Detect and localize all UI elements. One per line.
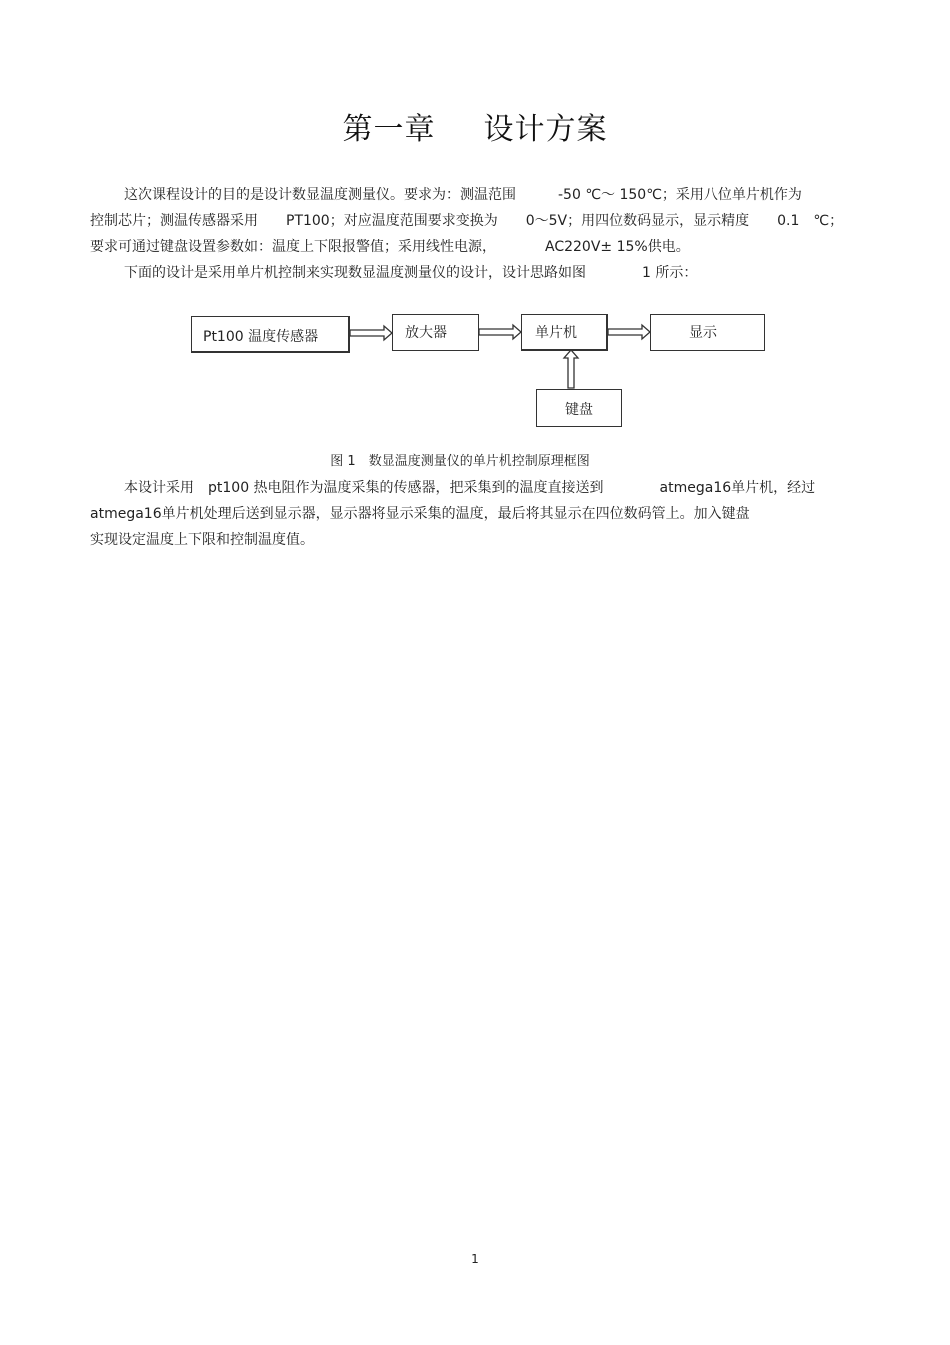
sensor-box [191, 316, 350, 353]
sensor-label: Pt100 温度传感器 [203, 329, 319, 345]
arrow-sensor-to-amplifier [350, 326, 392, 340]
intro-line-3: 要求可通过键盘设置参数如：温度上下限报警值；采用线性电源， AC220V± 15%供电。 [90, 239, 690, 255]
body-line-2: atmega16单片机处理后送到显示器，显示器将显示采集的温度，最后将其显示在四位数码管上。加入键盘 [90, 506, 750, 522]
intro-line-2: 控制芯片；测温传感器采用 PT100；对应温度范围要求变换为 0～5V；用四位数码显示，显示精度 0.1 ℃； [90, 213, 844, 229]
display-label: 显示 [689, 325, 717, 341]
arrow-mcu-to-display [608, 325, 650, 339]
keyboard-box [536, 389, 622, 427]
intro-paragraph [90, 182, 862, 286]
amplifier-label: 放大器 [405, 325, 447, 341]
body-line-1: 本设计采用 pt100 热电阻作为温度采集的传感器，把采集到的温度直接送到 atmega16单片机，经过 [124, 480, 816, 496]
page-number: 1 [471, 1252, 479, 1266]
mcu-label: 单片机 [535, 325, 577, 341]
keyboard-label: 键盘 [565, 402, 593, 418]
body-paragraph [90, 475, 862, 553]
chapter-name: 设计方案 [483, 112, 608, 147]
chapter-number: 第一章 [342, 112, 436, 147]
body-line-3: 实现设定温度上下限和控制温度值。 [90, 532, 314, 548]
amplifier-box [392, 314, 479, 351]
intro-line-1: 这次课程设计的目的是设计数显温度测量仪。要求为：测温范围 -50 ℃～ 150℃；采用八位单片机作为 [124, 187, 802, 203]
arrow-keyboard-to-mcu [564, 350, 578, 388]
intro-line-4: 下面的设计是采用单片机控制来实现数显温度测量仪的设计，设计思路如图 1 所示： [124, 265, 698, 281]
display-box [650, 314, 765, 351]
chapter-title [0, 104, 950, 148]
mcu-box [521, 314, 608, 351]
arrow-amplifier-to-mcu [479, 325, 521, 339]
figure-caption: 图 1 数显温度测量仪的单片机控制原理框图 [330, 454, 590, 469]
